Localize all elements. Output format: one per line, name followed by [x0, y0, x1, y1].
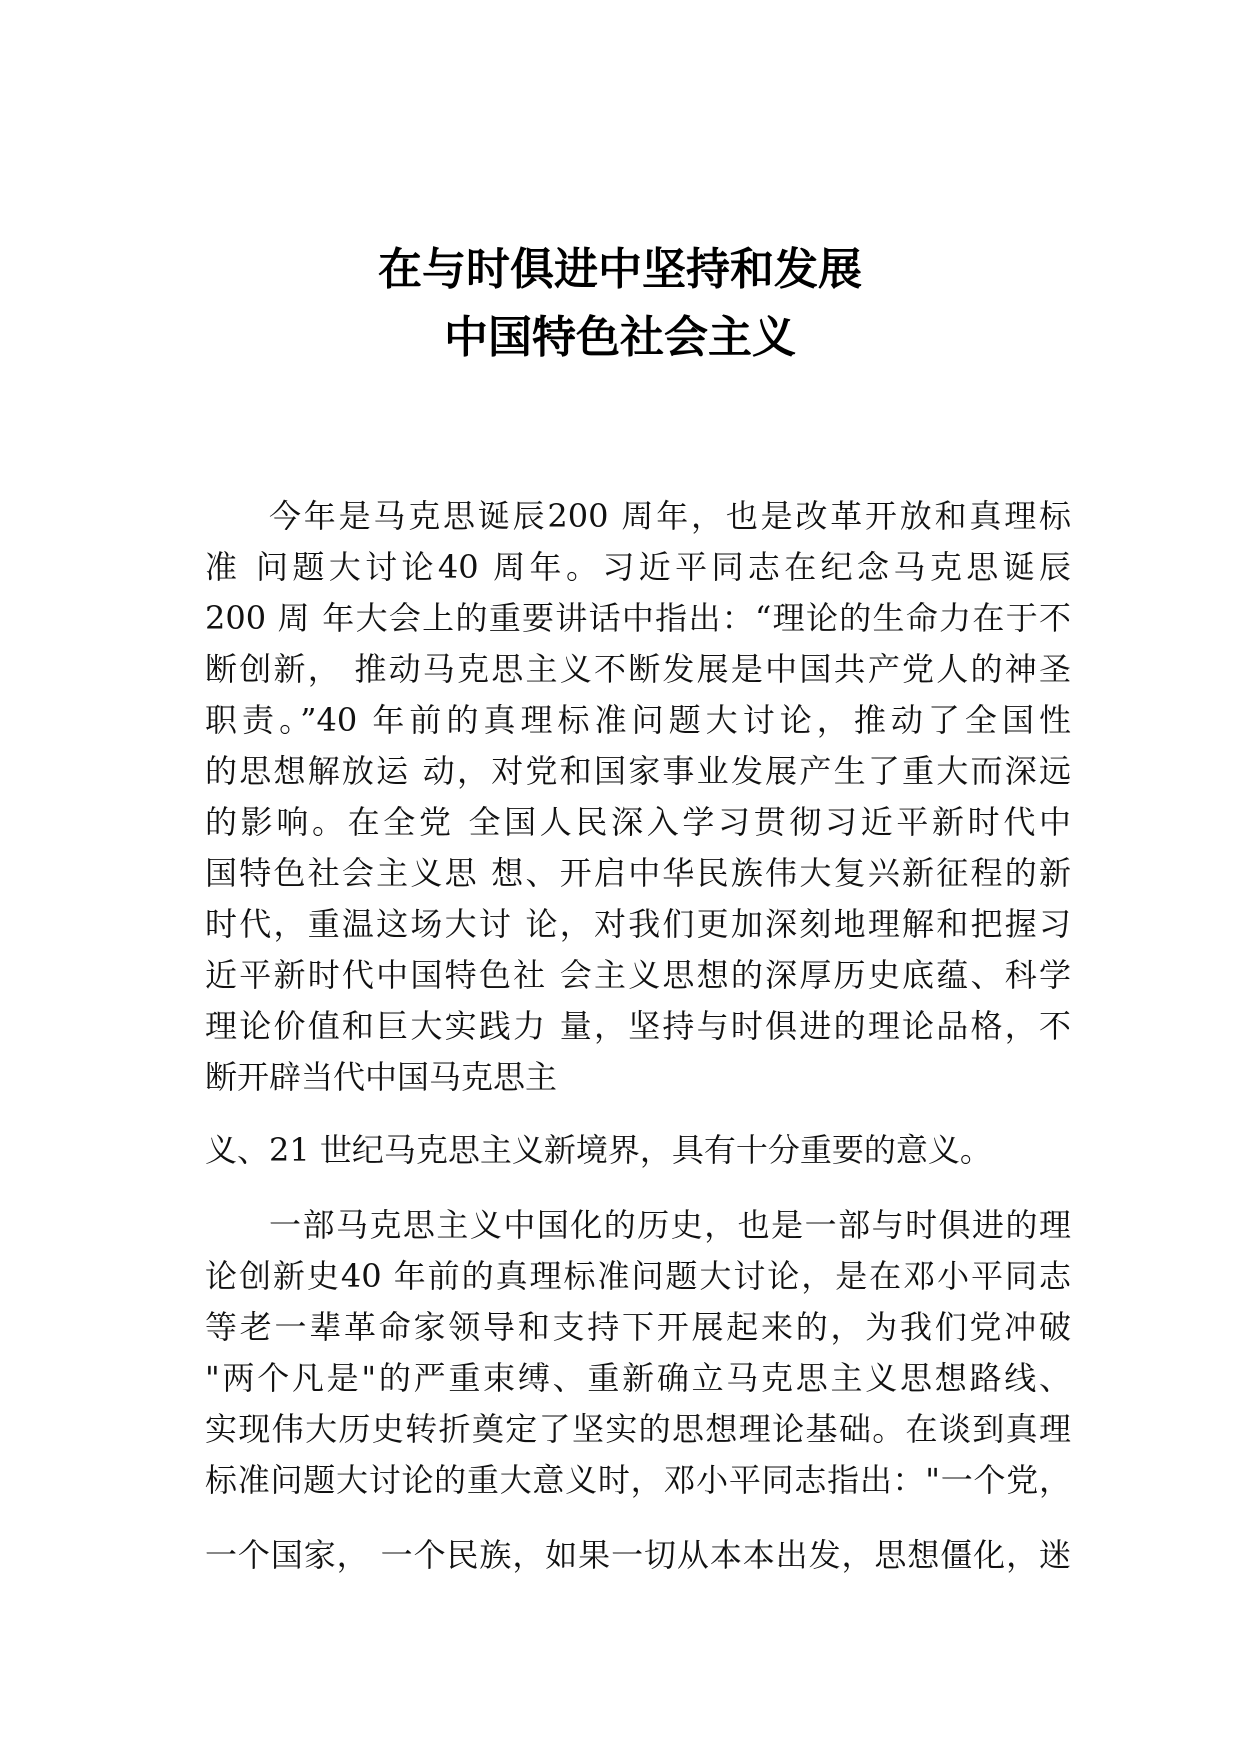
paragraph-line: 等老一辈革命家领导和支持下开展起来的，为我们党冲破 [205, 1308, 1071, 1346]
paragraph-line: 义、21 世纪马克思主义新境界，具有十分重要的意义。 [205, 1131, 992, 1169]
paragraph-line: 理论价值和巨大实践力 量，坚持与时俱进的理论品格，不 [205, 1007, 1071, 1045]
paragraph-line: 国特色社会主义思 想、开启中华民族伟大复兴新征程的新 [205, 854, 1071, 892]
paragraph-line: 的思想解放运 动，对党和国家事业发展产生了重大而深远 [205, 752, 1071, 790]
paragraph-line: 断创新， 推动马克思主义不断发展是中国共产党人的神圣 [205, 650, 1071, 688]
paragraph-line: 一个国家， 一个民族，如果一切从本本出发，思想僵化，迷 [205, 1536, 1071, 1574]
paragraph-line: "两个凡是"的严重束缚、重新确立马克思主义思想路线、 [205, 1359, 1071, 1397]
title-line-1: 在与时俱进中坚持和发展 [378, 244, 862, 295]
paragraph-line: 标准问题大讨论的重大意义时，邓小平同志指出："一个党， [205, 1461, 1071, 1499]
paragraph-line: 今年是马克思诞辰200 周年，也是改革开放和真理标 [269, 497, 1071, 535]
title-line-2: 中国特色社会主义 [444, 312, 796, 363]
paragraph-line: 近平新时代中国特色社 会主义思想的深厚历史底蕴、科学 [205, 956, 1071, 994]
paragraph-line: 断开辟当代中国马克思主 [205, 1058, 558, 1096]
paragraph-line: 实现伟大历史转折奠定了坚实的思想理论基础。在谈到真理 [205, 1410, 1071, 1448]
paragraph-line: 的影响。在全党 全国人民深入学习贯彻习近平新时代中 [205, 803, 1071, 841]
paragraph-line: 一部马克思主义中国化的历史，也是一部与时俱进的理 [269, 1206, 1071, 1244]
paragraph-line: 职责。”40 年前的真理标准问题大讨论，推动了全国性 [205, 701, 1071, 739]
paragraph-line: 准 问题大讨论40 周年。习近平同志在纪念马克思诞辰 [205, 548, 1071, 586]
paragraph-line: 论创新史40 年前的真理标准问题大讨论，是在邓小平同志 [205, 1257, 1071, 1295]
paragraph-line: 200 周 年大会上的重要讲话中指出：“理论的生命力在于不 [205, 599, 1071, 637]
paragraph-line: 时代，重温这场大讨 论，对我们更加深刻地理解和把握习 [205, 905, 1071, 943]
